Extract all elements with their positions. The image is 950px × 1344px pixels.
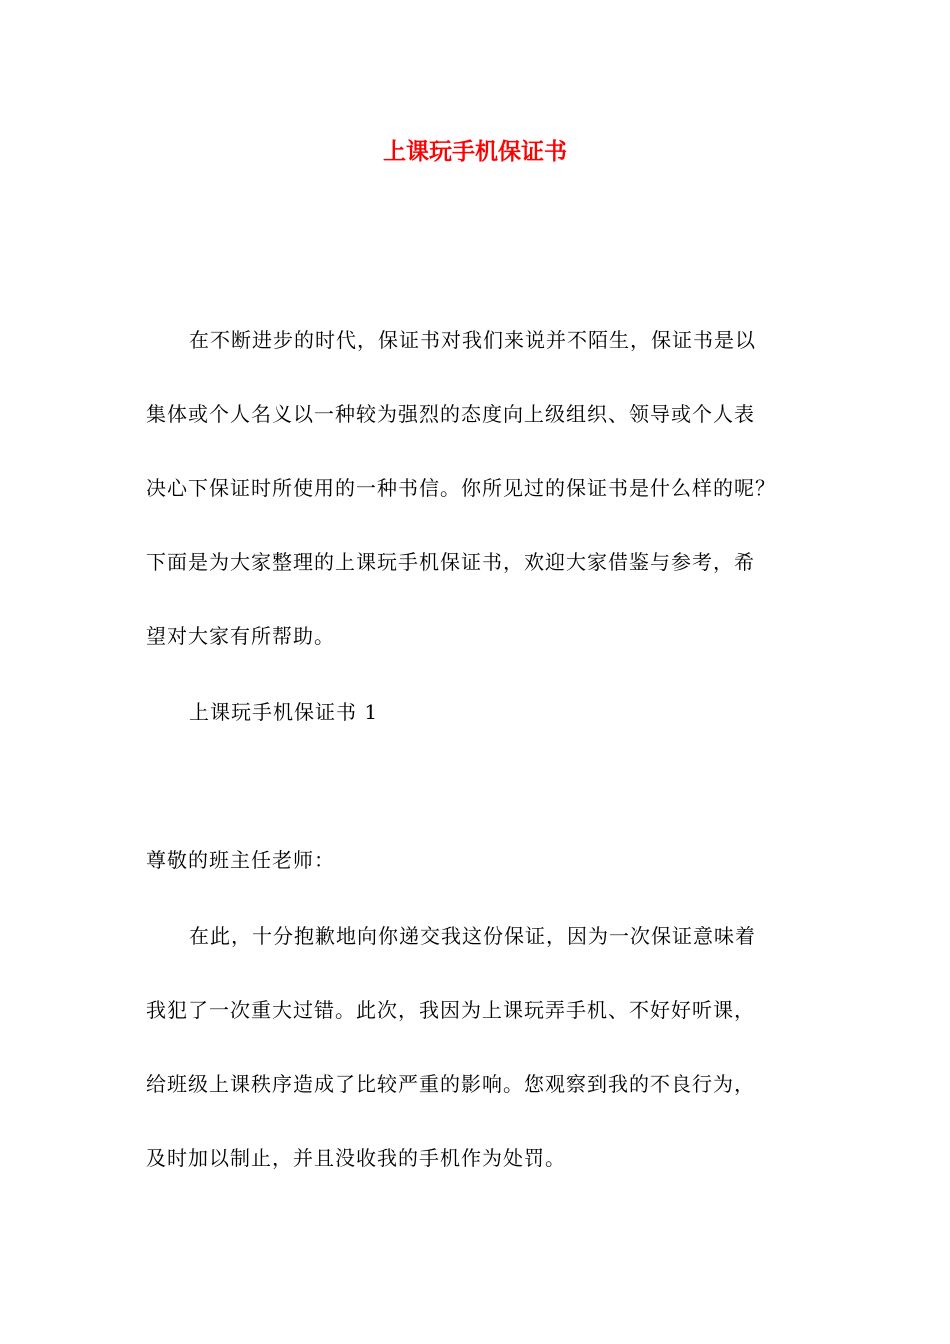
intro-line-4: 下面是为大家整理的上课玩手机保证书，欢迎大家借鉴与参考，希 bbox=[146, 550, 755, 574]
intro-line-5: 望对大家有所帮助。 bbox=[146, 624, 335, 648]
body-line-4: 及时加以制止，并且没收我的手机作为处罚。 bbox=[146, 1146, 566, 1170]
intro-line-1: 在不断进步的时代，保证书对我们来说并不陌生，保证书是以 bbox=[189, 328, 756, 352]
section-heading: 上课玩手机保证书 1 bbox=[189, 700, 379, 724]
intro-line-3: 决心下保证时所使用的一种书信。你所见过的保证书是什么样的呢？ bbox=[146, 476, 776, 500]
salutation: 尊敬的班主任老师： bbox=[146, 848, 335, 872]
document-title: 上课玩手机保证书 bbox=[383, 138, 567, 165]
intro-line-2: 集体或个人名义以一种较为强烈的态度向上级组织、领导或个人表 bbox=[146, 402, 755, 426]
body-line-1: 在此，十分抱歉地向你递交我这份保证，因为一次保证意味着 bbox=[189, 924, 756, 948]
body-line-2: 我犯了一次重大过错。此次，我因为上课玩弄手机、不好好听课， bbox=[146, 998, 755, 1022]
body-line-3: 给班级上课秩序造成了比较严重的影响。您观察到我的不良行为， bbox=[146, 1072, 755, 1096]
